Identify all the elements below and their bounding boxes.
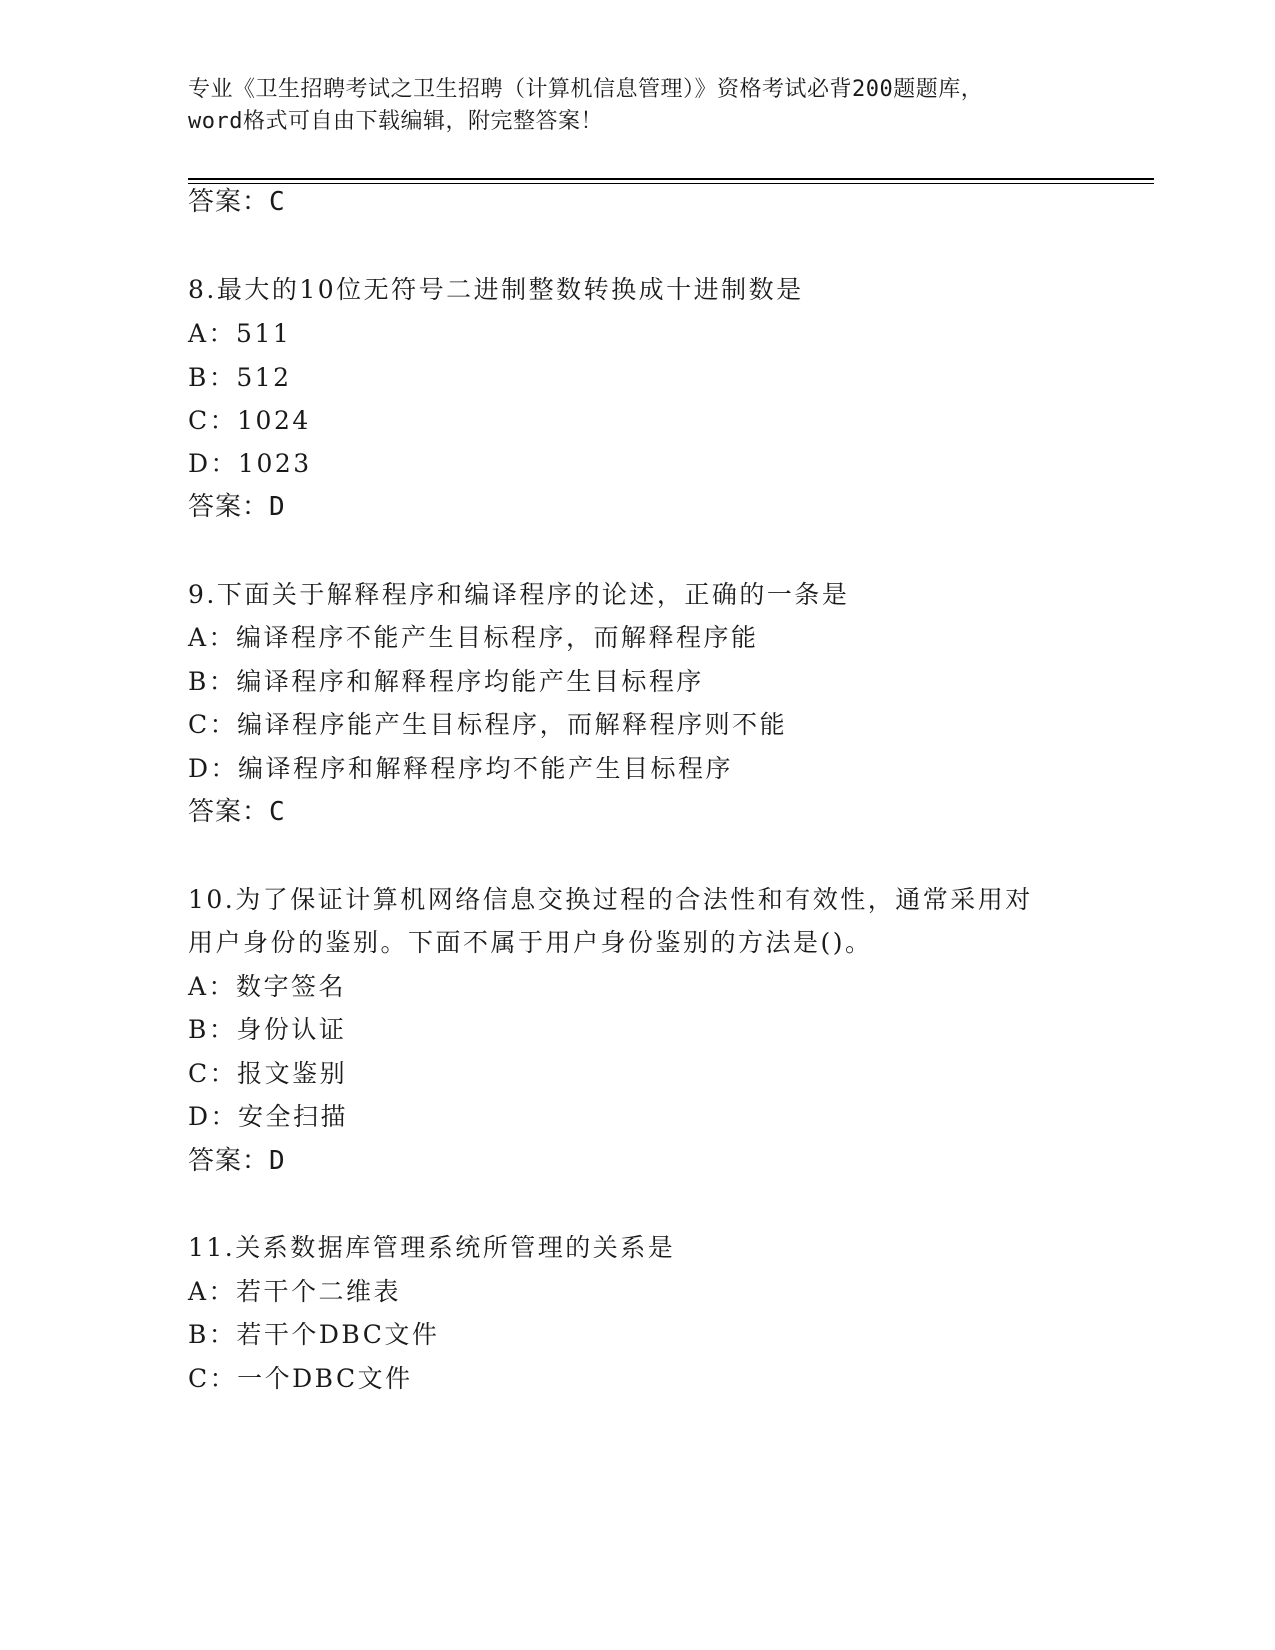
question-11-option-b: B：若干个DBC文件	[188, 1320, 440, 1349]
question-8-option-b: B：512	[188, 363, 292, 392]
question-11-option-c: C：一个DBC文件	[188, 1364, 413, 1393]
header-rule-thick	[188, 178, 1154, 180]
question-10-stem-line-2: 用户身份的鉴别。下面不属于用户身份鉴别的方法是()。	[188, 928, 873, 957]
question-8-option-a: A：511	[188, 319, 292, 348]
question-10-option-c: C：报文鉴别	[188, 1059, 348, 1088]
question-8-option-c: C：1024	[188, 406, 311, 435]
question-10-stem-line-1: 10.为了保证计算机网络信息交换过程的合法性和有效性，通常采用对	[188, 885, 1033, 914]
question-8-stem: 8.最大的10位无符号二进制整数转换成十进制数是	[188, 275, 804, 304]
question-9-stem: 9.下面关于解释程序和编译程序的论述，正确的一条是	[188, 580, 850, 609]
question-9-option-d: D：编译程序和解释程序均不能产生目标程序	[188, 754, 734, 783]
question-8-answer: 答案：D	[188, 492, 286, 522]
question-10-option-d: D：安全扫描	[188, 1102, 349, 1131]
question-8-option-d: D：1023	[188, 449, 312, 478]
question-10-option-b: B：身份认证	[188, 1015, 347, 1044]
header-rule-thin	[188, 183, 1154, 184]
question-9-option-c: C：编译程序能产生目标程序，而解释程序则不能	[188, 710, 788, 739]
question-11-stem: 11.关系数据库管理系统所管理的关系是	[188, 1233, 676, 1262]
question-10-answer: 答案：D	[188, 1146, 286, 1176]
question-9-answer: 答案：C	[188, 797, 286, 827]
question-10-option-a: A：数字签名	[188, 972, 347, 1001]
question-9-option-b: B：编译程序和解释程序均能产生目标程序	[188, 667, 704, 696]
header-line-2: word格式可自由下载编辑，附完整答案！	[188, 109, 603, 134]
header-line-1: 专业《卫生招聘考试之卫生招聘（计算机信息管理）》资格考试必背200题题库，	[188, 77, 984, 102]
answer-prev: 答案：C	[188, 187, 286, 217]
question-9-option-a: A：编译程序不能产生目标程序，而解释程序能	[188, 623, 759, 652]
document-header	[188, 74, 1088, 138]
question-11-option-a: A：若干个二维表	[188, 1277, 402, 1306]
